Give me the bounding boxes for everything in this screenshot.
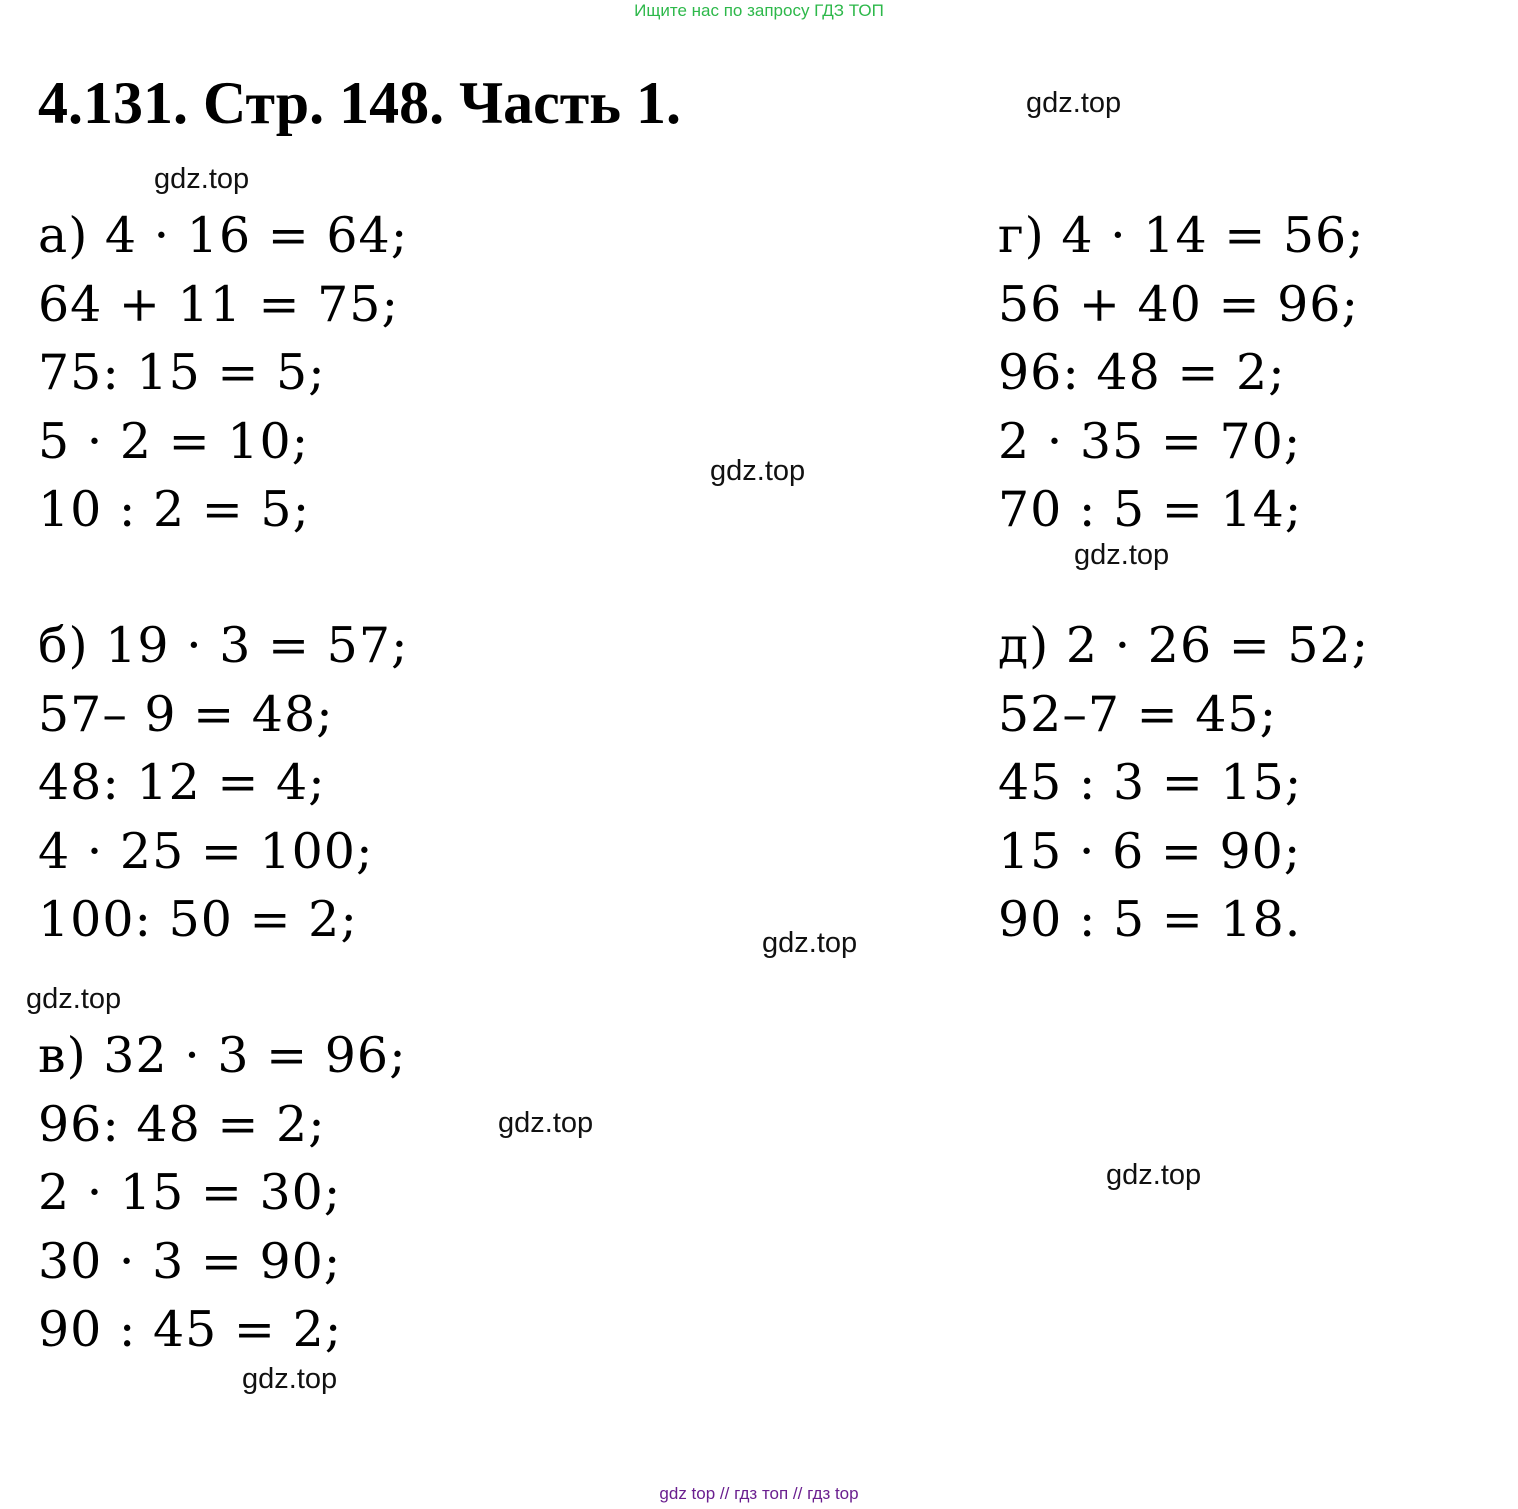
equation-line: б) 19 · 3 = 57; xyxy=(38,617,409,674)
equation-line: 90 : 5 = 18. xyxy=(998,891,1302,948)
equation-line: 64 + 11 = 75; xyxy=(38,275,399,333)
equation-line: г) 4 · 14 = 56; xyxy=(998,207,1365,264)
equation-line: д) 2 · 26 = 52; xyxy=(998,617,1370,674)
equation-line: 96: 48 = 2; xyxy=(38,1095,326,1153)
watermark: gdz.top xyxy=(242,1363,338,1395)
equation-line: 4 · 25 = 100; xyxy=(38,822,374,880)
equation-line: 5 · 2 = 10; xyxy=(38,412,310,470)
watermark: gdz.top xyxy=(710,455,806,487)
watermark: gdz.top xyxy=(1106,1159,1202,1191)
equation-line: 52–7 = 45; xyxy=(998,685,1278,743)
watermark: gdz.top xyxy=(498,1107,594,1139)
equation-line: 57– 9 = 48; xyxy=(38,685,334,743)
watermark: gdz.top xyxy=(762,927,858,959)
watermark: gdz.top xyxy=(1074,539,1170,571)
equation-line: 2 · 15 = 30; xyxy=(38,1164,342,1221)
equation-line: 30 · 3 = 90; xyxy=(38,1232,342,1290)
task-g xyxy=(998,202,1365,545)
equation-line: 96: 48 = 2; xyxy=(998,344,1286,401)
equation-line: 75: 15 = 5; xyxy=(38,344,326,401)
top-banner: Ищите нас по запросу ГДЗ ТОП xyxy=(634,1,884,20)
equation-line: 45 : 3 = 15; xyxy=(998,754,1303,811)
task-a xyxy=(38,202,408,545)
watermark: gdz.top xyxy=(154,163,250,195)
equation-line: 100: 50 = 2; xyxy=(38,891,358,948)
task-v xyxy=(38,1022,407,1365)
watermark: gdz.top xyxy=(26,983,122,1015)
equation-line: 15 · 6 = 90; xyxy=(998,822,1302,880)
equation-line: 90 : 45 = 2; xyxy=(38,1301,343,1358)
equation-line: а) 4 · 16 = 64; xyxy=(38,207,409,264)
equation-line: 56 + 40 = 96; xyxy=(998,275,1359,333)
equation-line: 48: 12 = 4; xyxy=(38,754,326,811)
task-d xyxy=(998,612,1369,955)
watermark: gdz.top xyxy=(1026,87,1122,119)
equation-line: 10 : 2 = 5; xyxy=(38,481,311,538)
equation-line: в) 32 · 3 = 96; xyxy=(38,1027,407,1084)
page-title: 4.131. Стр. 148. Часть 1. xyxy=(38,70,681,136)
footer-links: gdz top // гдз топ // гдз top xyxy=(659,1484,859,1503)
equation-line: 70 : 5 = 14; xyxy=(998,481,1303,538)
equation-line: 2 · 35 = 70; xyxy=(998,412,1302,470)
task-b xyxy=(38,612,409,955)
